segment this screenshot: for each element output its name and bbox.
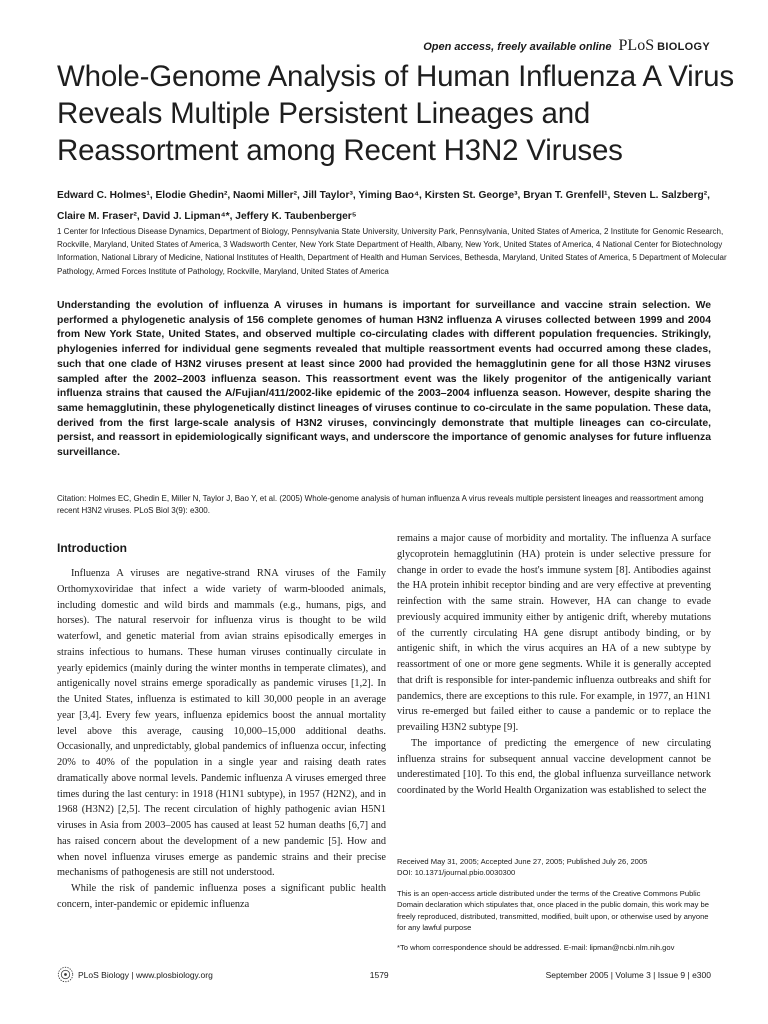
left-column [57, 540, 386, 913]
footer-journal-url: PLoS Biology | www.plosbiology.org [78, 969, 213, 980]
right-column [397, 531, 711, 799]
citation: Citation: Holmes EC, Ghedin E, Miller N, Taylor J, Bao Y, et al. (2005) Whole-genome analysis of human influenza A virus reveals multiple persistent lineages and reassortment among recent H3N2 viruses. PLoS Biol 3(9): e300. [57, 494, 704, 515]
page-number: 1579 [369, 969, 389, 980]
body-paragraph: While the risk of pandemic influenza poses a significant public health concern, inter-pandemic or epidemic influenza [57, 883, 386, 910]
license-statement: This is an open-access article distributed under the terms of the Creative Commons Public Domain declaration which stipulates that, once placed in the public domain, this work may be freely reproduced, distributed, transmitted, modified, built upon, or otherwise used by anyone for any lawful purpose [397, 888, 709, 933]
brand-main: PLoS [618, 37, 655, 54]
journal-brand [619, 37, 710, 55]
affiliations: 1 Center for Infectious Disease Dynamics, Department of Biology, Pennsylvania State University, University Park, Pennsylvania, United States of America, 2 Institute for Genomic Research, Rockville, Maryland, United States of America, 3 Wadsworth Center, New York State Department of Health, Albany, New York, United States of America, 4 National Center for Biotechnology Information, National Library of Medicine, National Institutes of Health, Department of Health and Human Services, Bethesda, Maryland, United States of America, 5 Department of Molecular Pathology, Armed Forces Institute of Pathology, Rockville, Maryland, United States of America [57, 227, 727, 276]
body-paragraph: The importance of predicting the emergence of new circulating influenza strains for subsequent annual vaccine development cannot be underestimated [10]. To this end, the global influenza surveillance network coordinated by the World Health Organization was established to select the [397, 737, 711, 796]
doi: DOI: 10.1371/journal.pbio.0030300 [397, 868, 516, 878]
body-paragraph: Influenza A viruses are negative-strand RNA viruses of the Family Orthomyxoviridae that infect a wide variety of warm-blooded animals, including domestic and wild birds and mammals (e.g., humans, pigs, and horses). The natural reservoir for influenza virus is thought to be wild waterfowl, and genetic material from avian strains episodically emerges in strains infectious to humans. These human viruses continually circulate in yearly epidemics (mainly during the winter months in temperate climates), and antigenically novel strains emerge sporadically as pandemic viruses [1,2]. In the United States, influenza is estimated to kill 30,000 people in an average year [3,4]. Every few years, influenza epidemics boost the annual mortality level above this average, causing 10,000–15,000 additional deaths. Occasionally, and unpredictably, global pandemics of influenza occur, infecting 20% to 40% of the population in a single year and raising death rates dramatically above normal levels. Pandemic influenza A viruses emerged three times during the last century: in 1918 (H1N1 subtype), in 1957 (H2N2), and in 1968 (H3N2) [2,5]. The recent circulation of highly pathogenic avian H5N1 viruses in Asia from 2003–2005 has caused at least 52 human deaths [6,7] and has raised concern about the development of a new pandemic [5]. How and when novel influenza viruses emerge as pandemic strains and their precise mechanisms of pathogenesis are still not understood. [57, 568, 386, 879]
correspondence: *To whom correspondence should be addressed. E-mail: lipman@ncbi.nlm.nih.gov [397, 943, 675, 953]
open-access-label: Open access, freely available online [423, 41, 612, 53]
section-heading-introduction: Introduction [57, 541, 127, 555]
footer-journal [57, 966, 213, 983]
article-metadata [397, 856, 715, 954]
received-dates: Received May 31, 2005; Accepted June 27, 2005; Published July 26, 2005 [397, 857, 648, 866]
article-title: Whole-Genome Analysis of Human Influenza A Virus Reveals Multiple Persistent Lineages and Reassortment among Recent H3N2 Viruses [57, 60, 734, 167]
body-paragraph: remains a major cause of morbidity and mortality. The influenza A surface glycoprotein hemagglutinin (HA) protein is under selective pressure for change in order to evade the host's immune system [8]. Antibodies against the HA protein inhibit receptor binding and are very effective at preventing reinfection with the same strain. However, HA can change to evade previously acquired immunity either by antigenic drift, whereby mutations of the currently circulating HA gene disrupt antibody binding, or by antigenic shift, in which the virus acquires an HA of a new subtype by reassortment of one or more gene segments. While it is generally accepted that drift is responsible for inter-pandemic influenza outbreaks and shift for pandemics, there are exceptions to this rule. For example, in 1977, an H1N1 virus re-emerged but failed either to cause a pandemic or to replace the prevailing H3N2 subtype [9]. [397, 533, 711, 733]
author-list: Edward C. Holmes¹, Elodie Ghedin², Naomi Miller², Jill Taylor³, Yiming Bao⁴, Kirsten St. George³, Bryan T. Grenfell¹, Steven L. Salzberg², Claire M. Fraser², David J. Lipman⁴*, Jeffery K. Taubenberger⁵ [57, 190, 711, 222]
abstract: Understanding the evolution of influenza A viruses in humans is important for surveillance and vaccine strain selection. We performed a phylogenetic analysis of 156 complete genomes of human H3N2 influenza A viruses collected between 1999 and 2004 from New York State, United States, and observed multiple co-circulating clades with different population frequencies. Strikingly, phylogenies inferred for individual gene segments revealed that multiple reassortment events had occurred among these clades, such that one clade of H3N2 viruses present at least since 2000 had provided the hemagglutinin gene for all those H3N2 viruses sampled after the 2002–2003 influenza season. This reassortment event was the likely progenitor of the antigenically variant influenza strains that caused the A/Fujian/411/2002-like epidemic of the 2003–2004 influenza season. However, despite sharing the same hemagglutinin, these phylogenetically distinct lineages of viruses continue to co-circulate in the same population. These data, derived from the first large-scale analysis of H3N2 viruses, convincingly demonstrate that multiple lineages can co-circulate, persist, and reassort in epidemiologically significant ways, and underscore the importance of genomic analyses for future influenza surveillance. [57, 300, 711, 459]
journal-header [423, 37, 710, 55]
plos-logo-icon [57, 966, 74, 983]
page-footer [57, 966, 711, 983]
issue-info: September 2005 | Volume 3 | Issue 9 | e300 [545, 969, 711, 980]
brand-sub: BIOLOGY [657, 41, 710, 53]
